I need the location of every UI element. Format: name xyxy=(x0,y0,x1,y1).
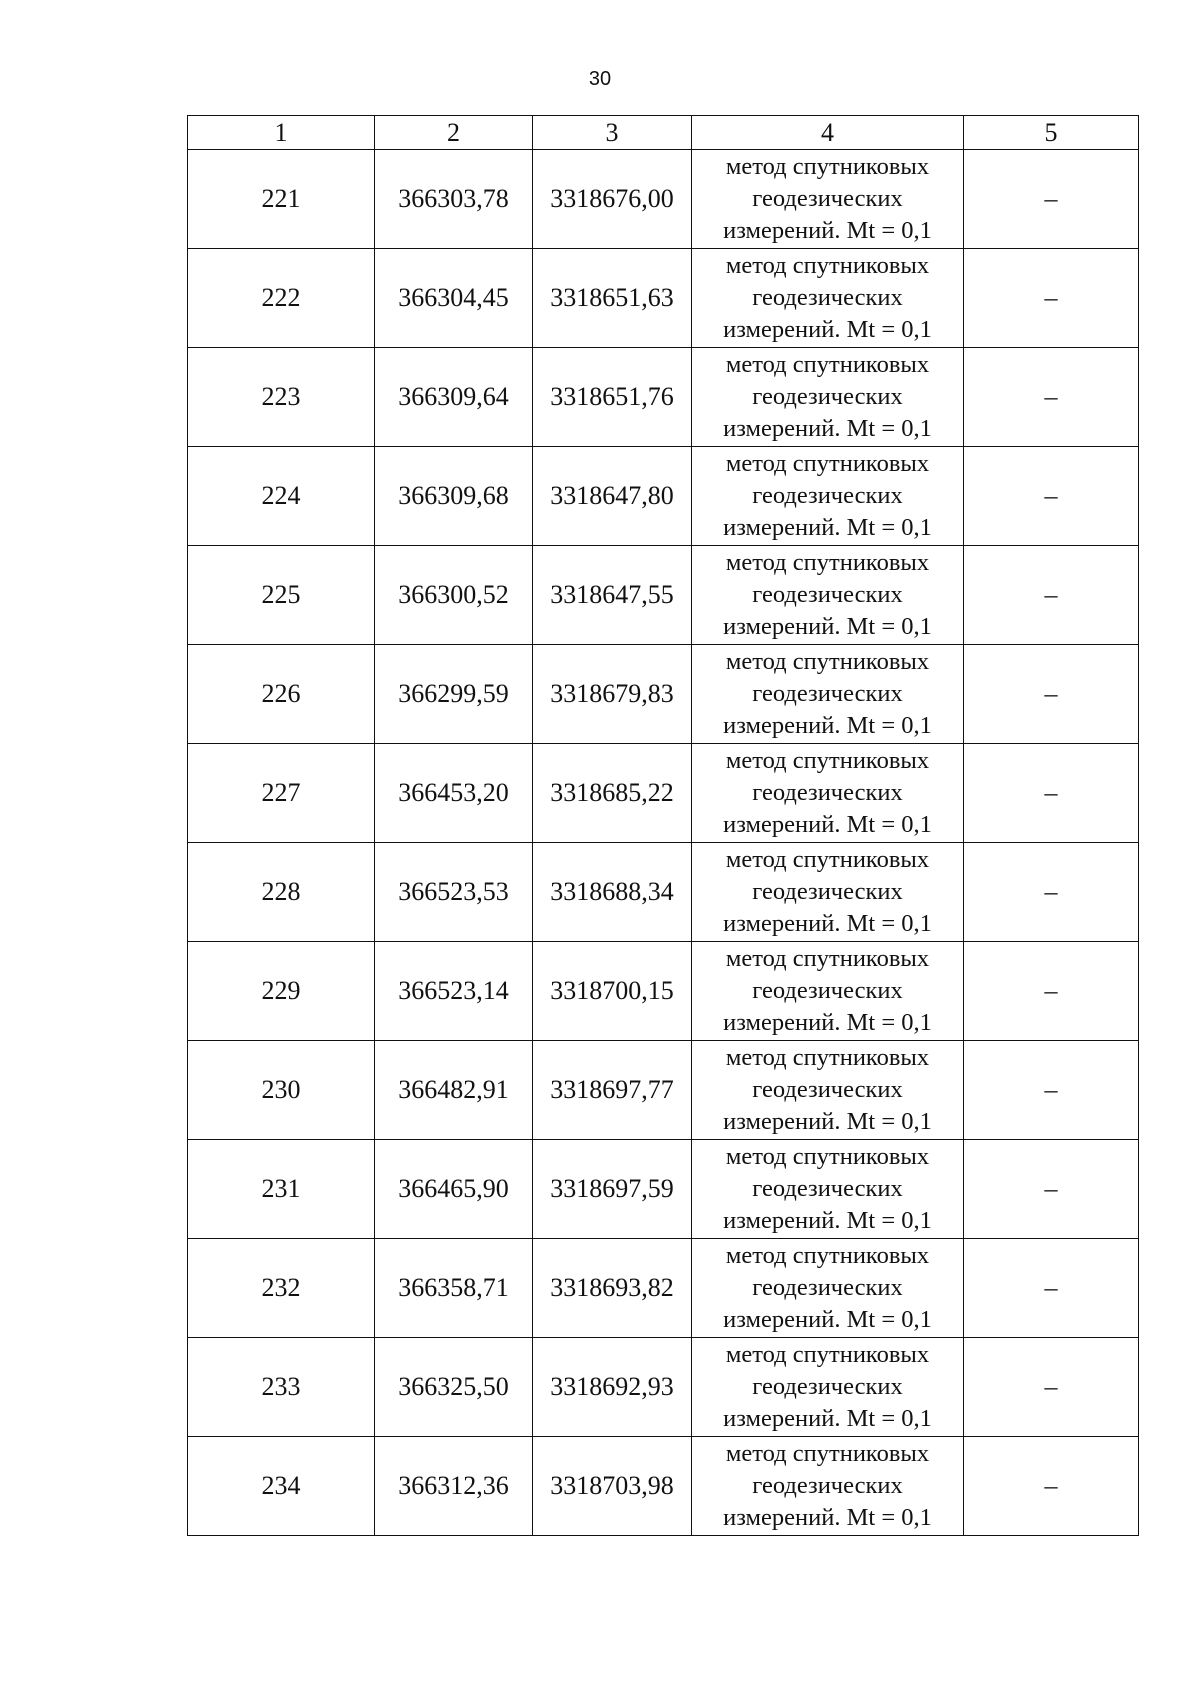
method-line: геодезических xyxy=(752,1373,903,1400)
table-row xyxy=(188,1437,1139,1536)
method-line: метод спутниковых xyxy=(725,945,930,972)
method-line: геодезических xyxy=(752,1076,903,1103)
method-line: геодезических xyxy=(752,779,903,806)
method-line: геодезических xyxy=(752,878,903,905)
x-coordinate-cell: 366303,78 xyxy=(375,150,533,249)
point-number-cell: 231 xyxy=(188,1140,375,1239)
x-coordinate-cell: 366358,71 xyxy=(375,1239,533,1338)
method-line: метод спутниковых xyxy=(725,1341,930,1368)
point-number-cell: 228 xyxy=(188,843,375,942)
note-cell: – xyxy=(964,150,1139,249)
header-col-1: 1 xyxy=(188,116,375,150)
method-cell xyxy=(692,447,964,546)
note-cell: – xyxy=(964,249,1139,348)
method-line: измерений. Mt = 0,1 xyxy=(723,1108,932,1135)
header-col-4: 4 xyxy=(692,116,964,150)
method-cell xyxy=(692,348,964,447)
method-line: измерений. Mt = 0,1 xyxy=(723,316,932,343)
x-coordinate-cell: 366523,14 xyxy=(375,942,533,1041)
method-line: измерений. Mt = 0,1 xyxy=(723,415,932,442)
table-body xyxy=(188,150,1139,1536)
note-cell: – xyxy=(964,744,1139,843)
table-row xyxy=(188,645,1139,744)
point-number-cell: 227 xyxy=(188,744,375,843)
note-cell: – xyxy=(964,447,1139,546)
method-line: метод спутниковых xyxy=(725,1242,930,1269)
point-number-cell: 223 xyxy=(188,348,375,447)
note-cell: – xyxy=(964,546,1139,645)
x-coordinate-cell: 366300,52 xyxy=(375,546,533,645)
method-line: геодезических xyxy=(752,1274,903,1301)
x-coordinate-cell: 366309,64 xyxy=(375,348,533,447)
method-line: метод спутниковых xyxy=(725,1440,930,1467)
method-cell xyxy=(692,1338,964,1437)
method-cell xyxy=(692,843,964,942)
note-cell: – xyxy=(964,1338,1139,1437)
method-line: метод спутниковых xyxy=(725,747,930,774)
y-coordinate-cell: 3318685,22 xyxy=(533,744,692,843)
note-cell: – xyxy=(964,1437,1139,1536)
table-row xyxy=(188,1338,1139,1437)
method-line: метод спутниковых xyxy=(725,252,930,279)
page-number: 30 xyxy=(588,68,612,90)
header-row xyxy=(188,116,1139,150)
method-cell xyxy=(692,1140,964,1239)
point-number-cell: 232 xyxy=(188,1239,375,1338)
method-line: измерений. Mt = 0,1 xyxy=(723,712,932,739)
note-cell: – xyxy=(964,645,1139,744)
method-line: измерений. Mt = 0,1 xyxy=(723,910,932,937)
y-coordinate-cell: 3318647,55 xyxy=(533,546,692,645)
method-line: измерений. Mt = 0,1 xyxy=(723,613,932,640)
method-line: метод спутниковых xyxy=(725,648,930,675)
method-line: метод спутниковых xyxy=(725,549,930,576)
coordinates-table xyxy=(187,115,1139,1536)
table-header xyxy=(188,116,1139,150)
method-line: метод спутниковых xyxy=(725,1143,930,1170)
method-line: измерений. Mt = 0,1 xyxy=(723,1009,932,1036)
y-coordinate-cell: 3318703,98 xyxy=(533,1437,692,1536)
table-row xyxy=(188,1239,1139,1338)
x-coordinate-cell: 366325,50 xyxy=(375,1338,533,1437)
method-line: метод спутниковых xyxy=(725,1044,930,1071)
point-number-cell: 229 xyxy=(188,942,375,1041)
method-line: измерений. Mt = 0,1 xyxy=(723,1306,932,1333)
x-coordinate-cell: 366482,91 xyxy=(375,1041,533,1140)
table-row xyxy=(188,1041,1139,1140)
method-line: геодезических xyxy=(752,383,903,410)
header-col-5: 5 xyxy=(964,116,1139,150)
method-line: геодезических xyxy=(752,1472,903,1499)
table-row xyxy=(188,546,1139,645)
y-coordinate-cell: 3318700,15 xyxy=(533,942,692,1041)
note-cell: – xyxy=(964,1239,1139,1338)
point-number-cell: 233 xyxy=(188,1338,375,1437)
y-coordinate-cell: 3318697,77 xyxy=(533,1041,692,1140)
method-cell xyxy=(692,744,964,843)
method-cell xyxy=(692,1437,964,1536)
note-cell: – xyxy=(964,1041,1139,1140)
method-cell xyxy=(692,645,964,744)
point-number-cell: 230 xyxy=(188,1041,375,1140)
y-coordinate-cell: 3318647,80 xyxy=(533,447,692,546)
method-line: измерений. Mt = 0,1 xyxy=(723,1504,932,1531)
method-line: геодезических xyxy=(752,977,903,1004)
x-coordinate-cell: 366309,68 xyxy=(375,447,533,546)
table-row xyxy=(188,744,1139,843)
x-coordinate-cell: 366453,20 xyxy=(375,744,533,843)
table-row xyxy=(188,843,1139,942)
note-cell: – xyxy=(964,1140,1139,1239)
x-coordinate-cell: 366465,90 xyxy=(375,1140,533,1239)
method-line: геодезических xyxy=(752,680,903,707)
method-line: геодезических xyxy=(752,284,903,311)
y-coordinate-cell: 3318651,63 xyxy=(533,249,692,348)
method-line: метод спутниковых xyxy=(725,351,930,378)
method-line: измерений. Mt = 0,1 xyxy=(723,217,932,244)
table-row xyxy=(188,249,1139,348)
method-cell xyxy=(692,1041,964,1140)
table-row xyxy=(188,942,1139,1041)
method-cell xyxy=(692,1239,964,1338)
y-coordinate-cell: 3318688,34 xyxy=(533,843,692,942)
method-line: метод спутниковых xyxy=(725,153,930,180)
method-cell xyxy=(692,546,964,645)
y-coordinate-cell: 3318651,76 xyxy=(533,348,692,447)
method-cell xyxy=(692,942,964,1041)
header-col-2: 2 xyxy=(375,116,533,150)
y-coordinate-cell: 3318676,00 xyxy=(533,150,692,249)
method-line: измерений. Mt = 0,1 xyxy=(723,1405,932,1432)
table-row xyxy=(188,1140,1139,1239)
method-line: метод спутниковых xyxy=(725,846,930,873)
point-number-cell: 226 xyxy=(188,645,375,744)
note-cell: – xyxy=(964,348,1139,447)
method-line: геодезических xyxy=(752,581,903,608)
method-line: геодезических xyxy=(752,185,903,212)
method-line: измерений. Mt = 0,1 xyxy=(723,811,932,838)
method-line: геодезических xyxy=(752,482,903,509)
y-coordinate-cell: 3318693,82 xyxy=(533,1239,692,1338)
x-coordinate-cell: 366523,53 xyxy=(375,843,533,942)
point-number-cell: 225 xyxy=(188,546,375,645)
method-line: измерений. Mt = 0,1 xyxy=(723,514,932,541)
method-line: измерений. Mt = 0,1 xyxy=(723,1207,932,1234)
x-coordinate-cell: 366312,36 xyxy=(375,1437,533,1536)
point-number-cell: 221 xyxy=(188,150,375,249)
table-row xyxy=(188,150,1139,249)
point-number-cell: 222 xyxy=(188,249,375,348)
point-number-cell: 224 xyxy=(188,447,375,546)
method-line: геодезических xyxy=(752,1175,903,1202)
y-coordinate-cell: 3318679,83 xyxy=(533,645,692,744)
point-number-cell: 234 xyxy=(188,1437,375,1536)
table-row xyxy=(188,348,1139,447)
note-cell: – xyxy=(964,942,1139,1041)
method-line: метод спутниковых xyxy=(725,450,930,477)
y-coordinate-cell: 3318697,59 xyxy=(533,1140,692,1239)
note-cell: – xyxy=(964,843,1139,942)
x-coordinate-cell: 366299,59 xyxy=(375,645,533,744)
x-coordinate-cell: 366304,45 xyxy=(375,249,533,348)
table-row xyxy=(188,447,1139,546)
header-col-3: 3 xyxy=(533,116,692,150)
method-cell xyxy=(692,150,964,249)
method-cell xyxy=(692,249,964,348)
y-coordinate-cell: 3318692,93 xyxy=(533,1338,692,1437)
